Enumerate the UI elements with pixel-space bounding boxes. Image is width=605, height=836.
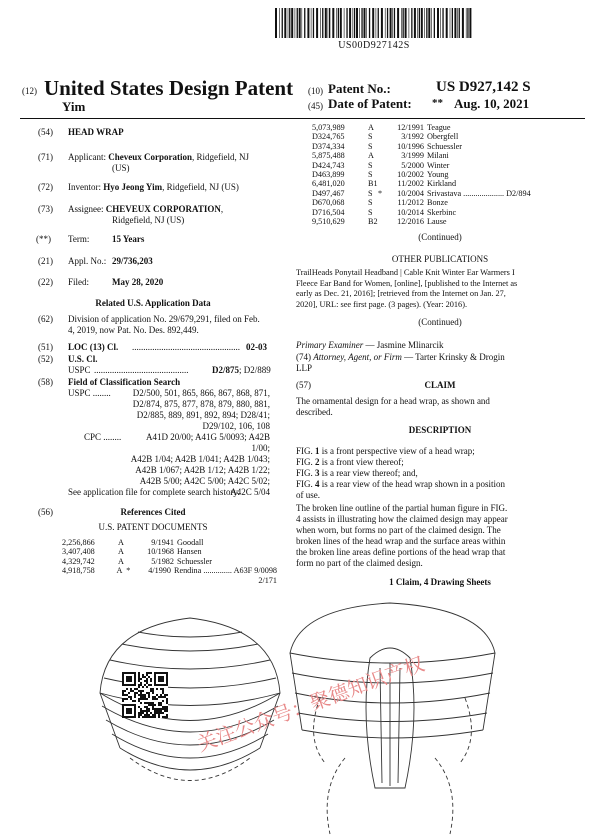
ref-name: Kirkland	[427, 179, 457, 189]
field-code: (57)	[296, 380, 311, 390]
uspc-label: USPC	[68, 365, 91, 375]
references-table-right	[312, 123, 582, 226]
cpc-line: A42C 5/04	[230, 487, 270, 497]
design-title: HEAD WRAP	[68, 127, 124, 137]
ref-star	[378, 198, 388, 207]
other-pub-line: 2020], URL: see first page. (3 pages). (Year: 2016).	[296, 299, 468, 309]
ref-date: 3/1992	[401, 132, 424, 142]
applicant	[68, 152, 249, 163]
ref-kind: A	[368, 151, 374, 161]
ref-star	[378, 208, 388, 217]
ref-date: 3/1999	[401, 151, 424, 161]
ref-kind: A	[116, 566, 123, 576]
ref-star: *	[378, 188, 383, 198]
ref-number: 5,073,989	[312, 123, 345, 132]
field-code: (72)	[38, 182, 53, 192]
field-code: (54)	[38, 127, 53, 137]
filed-value: May 28, 2020	[112, 277, 164, 287]
fig-text: is a rear view thereof; and,	[319, 468, 418, 478]
assignee-punct: ,	[220, 204, 224, 214]
uspc-search-label: USPC ........	[68, 388, 111, 398]
filed-label: Filed:	[68, 277, 90, 287]
statement-line: 4 assists in illustrating how the claimed design may appear	[296, 514, 508, 524]
other-pub-line: early as Dec. 21, 2016]; [retrieved from the Internet on Jan. 27,	[296, 289, 506, 298]
division-line-2: 4, 2019, now Pat. No. Des. 892,449.	[68, 325, 199, 335]
reference-row	[312, 142, 582, 151]
assignee	[68, 204, 223, 215]
field-code: (58)	[38, 377, 53, 387]
patent-number: US D927,142 S	[436, 79, 531, 95]
ref-number: 2,256,866	[62, 538, 95, 547]
ref-kind: S	[368, 141, 373, 151]
ref-star	[378, 161, 388, 170]
assignee-name: CHEVEUX CORPORATION	[105, 204, 221, 214]
us-class-value	[212, 365, 271, 376]
ref-kind: S	[368, 160, 373, 170]
inventor-location: , Ridgefield, NJ (US)	[162, 182, 239, 192]
appl-no-label: Appl. No.:	[68, 256, 107, 266]
ref-date: 11/2012	[397, 198, 424, 208]
term-value: 15 Years	[112, 234, 145, 244]
ref-name: Schuessler	[427, 141, 463, 151]
field-code: (73)	[38, 204, 53, 214]
watermark-text: 关注公众号：聚德知识产权	[193, 651, 428, 757]
us-class-primary: D2/875	[212, 365, 239, 375]
assignee-label: Assignee:	[68, 204, 104, 214]
reference-row	[312, 208, 582, 217]
claim-line: The ornamental design for a head wrap, as shown and	[296, 396, 490, 406]
fig-text: is a rear view of the head wrap shown in a position	[319, 479, 505, 489]
figure-line	[296, 446, 505, 457]
date-stars: **	[432, 97, 443, 109]
ref-star	[378, 132, 388, 141]
assignee-location: Ridgefield, NJ (US)	[112, 215, 185, 225]
cpc-line: A42B 1/04; A42B 1/041; A42B 1/043;	[130, 454, 270, 464]
ref-kind: S	[368, 132, 373, 142]
cpc-line: A42B 1/067; A42B 1/12; A42B 1/22;	[135, 465, 270, 475]
continued-label: (Continued)	[418, 317, 462, 327]
ref-date: 5/2000	[401, 160, 424, 170]
fig-text: is a front perspective view of a head wrap;	[319, 446, 475, 456]
ref-number: D374,334	[312, 141, 345, 151]
leader-dots: ................................................	[132, 342, 240, 352]
cpc-label: CPC ........	[84, 432, 122, 442]
ref-name: Teague	[427, 123, 451, 132]
ref-star	[378, 179, 388, 188]
fig-prefix: FIG.	[296, 457, 316, 467]
uspc-line: D29/102, 106, 108	[202, 421, 270, 431]
ref-number: D716,504	[312, 207, 345, 217]
ref-kind: A	[118, 556, 124, 566]
cpc-line: A41D 20/00; A41G 5/0093; A42B 1/00;	[145, 432, 270, 453]
date-code: (45)	[308, 101, 323, 111]
ref-date: 10/2004	[397, 188, 424, 198]
ref-date: 11/2002	[397, 179, 424, 189]
ref-date: 10/1968	[147, 547, 174, 557]
ref-kind: A	[118, 547, 124, 557]
field-code: (22)	[38, 277, 53, 287]
reference-row	[312, 198, 582, 207]
reference-row	[312, 161, 582, 170]
ref-number: D324,765	[312, 132, 345, 142]
attorney-label: Attorney, Agent, or Firm	[313, 352, 402, 362]
reference-row	[312, 151, 582, 160]
ref-star	[128, 538, 138, 547]
ref-number: D463,899	[312, 170, 345, 180]
ref-subclass: 2/171	[258, 575, 277, 585]
reference-row	[312, 189, 582, 198]
ref-number: 3,407,408	[62, 547, 95, 557]
applicant-name: Cheveux Corporation	[108, 152, 192, 162]
applicant-label: Applicant:	[68, 152, 106, 162]
inventor-surname: Yim	[62, 99, 86, 114]
examiner-name: — Jasmine Mlinarcik	[363, 340, 444, 350]
ref-kind: S	[368, 198, 373, 208]
ref-date: 4/1990	[148, 566, 171, 576]
ref-name: Bonze	[427, 198, 448, 208]
ref-star	[378, 217, 388, 226]
ref-number: 5,875,488	[312, 151, 345, 161]
field-code: (52)	[38, 354, 53, 364]
division-line-1: Division of application No. 29/679,291, filed on Feb.	[68, 314, 260, 324]
cpc-line: A42B 5/00; A42C 5/00; A42C 5/02;	[139, 476, 270, 486]
ref-name: Skerbinc	[427, 207, 457, 217]
uspc-line: D2/500, 501, 865, 866, 867, 868, 871,	[132, 388, 270, 398]
us-class-secondary: ; D2/889	[239, 365, 271, 375]
ref-star	[378, 142, 388, 151]
us-docs-heading: U.S. PATENT DOCUMENTS	[98, 522, 208, 532]
fig-number: 3	[315, 468, 320, 478]
ref-number: D497,467	[312, 188, 345, 198]
us-class-label: U.S. Cl.	[68, 354, 98, 364]
ref-name: Hansen	[177, 547, 202, 557]
applicant-location: , Ridgefield, NJ	[192, 152, 249, 162]
field-code: (21)	[38, 256, 53, 266]
claim-heading: CLAIM	[424, 380, 456, 390]
ref-star: *	[126, 566, 131, 576]
reference-row	[62, 566, 277, 575]
patent-no-code: (10)	[308, 86, 323, 96]
term-label: Term:	[68, 234, 90, 244]
ref-star	[378, 151, 388, 160]
ref-date: 10/2014	[397, 207, 424, 217]
statement-line: broken lines of the head wrap and the surface areas within	[296, 536, 506, 546]
inventor-name: Hyo Jeong Yim	[103, 182, 163, 192]
ref-date: 12/1991	[397, 123, 424, 132]
reference-row	[62, 538, 277, 547]
search-history-note: See application file for complete search history.	[68, 487, 240, 497]
ref-date: 10/1996	[397, 141, 424, 151]
ref-date: 12/2016	[397, 217, 424, 227]
references-table-left	[62, 538, 277, 585]
patent-no-label: Patent No.:	[328, 81, 391, 96]
other-pub-line: Fleece Ear Band for Women, [online], [published to the Internet as	[296, 278, 518, 288]
ref-number: 6,481,020	[312, 179, 345, 189]
appl-no-value: 29/736,203	[112, 256, 153, 266]
fig-prefix: FIG.	[296, 468, 316, 478]
ref-name: Winter	[427, 160, 450, 170]
other-publications-heading: OTHER PUBLICATIONS	[391, 254, 489, 264]
ref-kind: S	[368, 207, 373, 217]
reference-row	[312, 170, 582, 179]
ref-name: Goodall	[177, 538, 204, 547]
field-code: (51)	[38, 342, 53, 352]
reference-row	[62, 557, 277, 566]
ref-number: 4,329,742	[62, 556, 95, 566]
uspc-line: D2/874, 875, 877, 878, 879, 880, 881,	[132, 399, 270, 409]
ref-number: D424,743	[312, 160, 345, 170]
barcode-image	[275, 8, 473, 38]
fig-number: 2	[315, 457, 320, 467]
qr-code-image	[122, 672, 168, 718]
statement-line: form no part of the claimed design.	[296, 558, 423, 568]
barcode-number: US00D927142S	[338, 40, 410, 51]
ref-star	[378, 170, 388, 179]
type-code: (12)	[22, 86, 37, 96]
date-label: Date of Patent:	[328, 96, 412, 111]
ref-kind: A	[368, 123, 374, 132]
field-code: (56)	[38, 507, 53, 517]
references-heading: References Cited	[120, 507, 186, 517]
ref-name: Young	[427, 170, 449, 180]
statement-line: the broken line areas define portions of the head wrap that	[296, 547, 506, 557]
field-code: (62)	[38, 314, 53, 324]
related-data-heading: Related U.S. Application Data	[95, 298, 211, 308]
leader-dots: ..........................................	[94, 365, 189, 375]
reference-row	[62, 547, 277, 556]
reference-row	[312, 132, 582, 141]
ref-number: 9,510,629	[312, 217, 345, 227]
patent-title: United States Design Patent	[44, 76, 294, 100]
header-rule	[20, 118, 585, 119]
inventor-label: Inventor:	[68, 182, 101, 192]
ref-date: 5/1982	[151, 556, 174, 566]
figure-line	[296, 479, 505, 490]
ref-number: D670,068	[312, 198, 345, 208]
attorney	[296, 352, 505, 363]
fig-number: 4	[315, 479, 320, 489]
ref-name: Rendina .............. A63F 9/0098	[173, 566, 278, 576]
ref-kind: B1	[368, 179, 378, 189]
continued-label: (Continued)	[418, 232, 462, 242]
claim-text	[296, 396, 490, 418]
figure-line	[296, 468, 505, 479]
ref-date: 9/1941	[151, 538, 174, 547]
reference-row	[312, 123, 582, 132]
ref-kind: S	[368, 170, 373, 180]
ref-kind: A	[118, 538, 124, 547]
ref-star	[128, 557, 138, 566]
loc-class-label: LOC (13) Cl.	[68, 342, 119, 352]
ref-name: Lause	[427, 217, 447, 227]
ref-name: Schuessler	[177, 556, 213, 566]
figure-descriptions	[296, 446, 505, 501]
reference-row	[312, 217, 582, 226]
applicant-country: (US)	[112, 163, 130, 173]
inventor	[68, 182, 239, 193]
fig-text: is a front view thereof;	[319, 457, 404, 467]
fig-prefix: FIG.	[296, 446, 316, 456]
ref-kind: S	[368, 188, 373, 198]
attorney-name: — Tarter Krinsky & Drogin	[401, 352, 505, 362]
primary-examiner	[296, 340, 444, 351]
statement-line: The broken line outline of the partial human figure in FIG.	[296, 503, 508, 513]
ref-name: Milani	[427, 151, 449, 161]
fig-prefix: FIG.	[296, 479, 316, 489]
description-heading: DESCRIPTION	[408, 425, 472, 435]
loc-class-value: 02-03	[246, 342, 267, 352]
statement-line: when worn, but forms no part of the claimed design. The	[296, 525, 501, 535]
claim-line: described.	[296, 407, 333, 417]
figure-line	[296, 457, 505, 468]
ref-name: Obergfell	[427, 132, 459, 142]
other-pub-line: TrailHeads Ponytail Headband | Cable Knit Winter Ear Warmers I	[296, 268, 515, 277]
ref-star	[128, 547, 138, 556]
ref-number: 4,918,758	[62, 566, 95, 576]
uspc-search-lines	[126, 388, 270, 432]
attorney-name-cont: LLP	[296, 363, 313, 373]
ref-star	[378, 123, 388, 132]
uspc-line: D2/885, 889, 891, 892, 894; D28/41;	[136, 410, 270, 420]
examiner-label: Primary Examiner	[296, 340, 364, 350]
patent-date: Aug. 10, 2021	[454, 96, 530, 111]
figure-line: of use.	[296, 490, 320, 500]
claims-sheets-count: 1 Claim, 4 Drawing Sheets	[389, 577, 491, 587]
search-field-label: Field of Classification Search	[68, 377, 181, 387]
other-publications-text	[296, 268, 586, 310]
field-code: (71)	[38, 152, 53, 162]
broken-line-statement	[296, 503, 508, 569]
ref-kind: B2	[368, 217, 378, 227]
ref-name: Srivastava .................... D2/894	[427, 188, 531, 198]
ref-date: 10/2002	[397, 170, 424, 180]
fig-number: 1	[315, 446, 320, 456]
field-code: (**)	[36, 234, 51, 244]
field-code: (74)	[296, 352, 311, 362]
reference-row	[312, 179, 582, 188]
